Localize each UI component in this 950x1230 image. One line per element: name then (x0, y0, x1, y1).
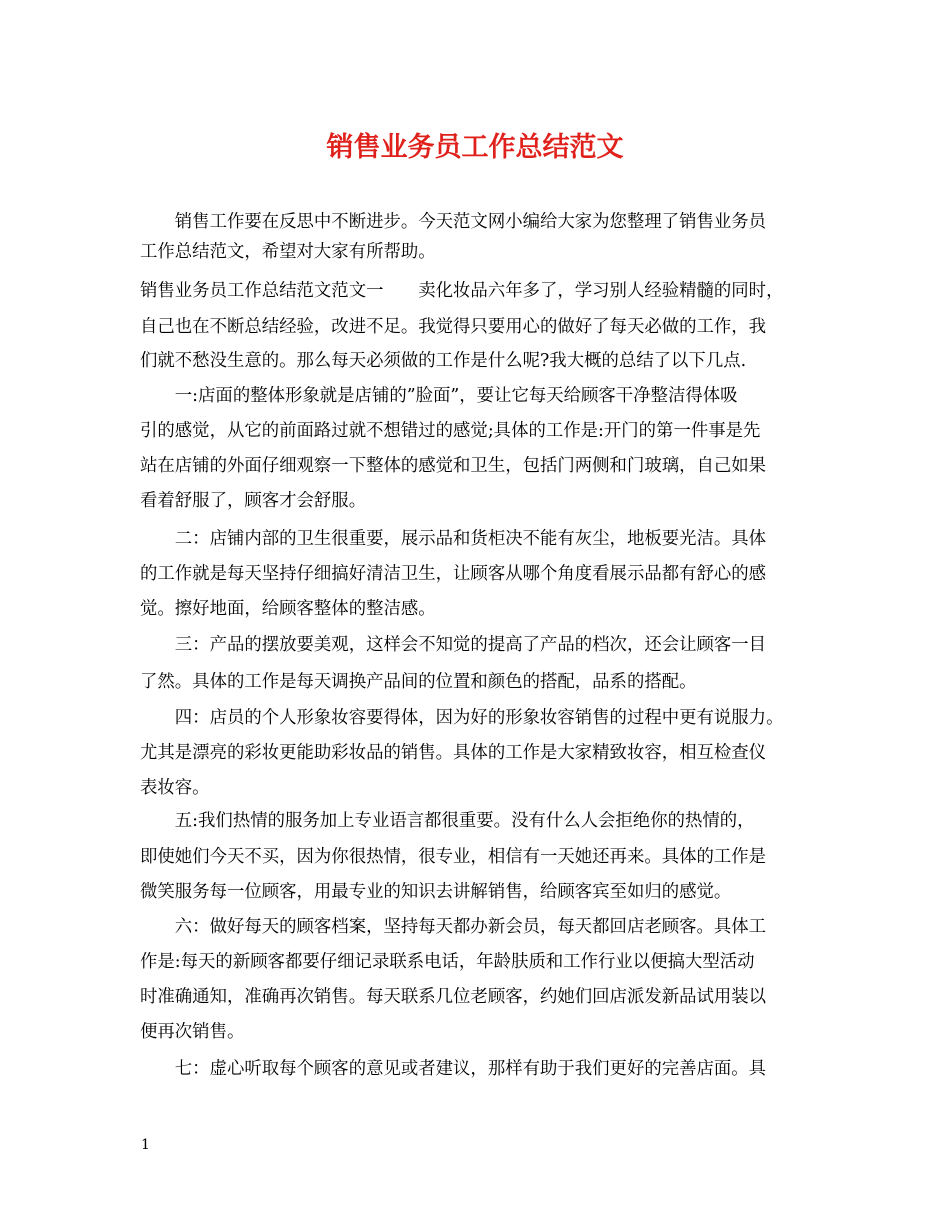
body-line: 尤其是漂亮的彩妆更能助彩妆品的销售。具体的工作是大家精致妆容，相互检查仪 (140, 743, 767, 763)
body-line: 作是:每天的新顾客都要仔细记录联系电话，年龄肤质和工作行业以便搞大型活动 (140, 952, 755, 972)
body-line: 自己也在不断总结经验，改进不足。我觉得只要用心的做好了每天必做的工作，我 (140, 317, 767, 337)
body-line: 时准确通知，准确再次销售。每天联系几位老顾客，约她们回店派发新品试用装以 (140, 987, 767, 1007)
body-line: 的工作就是每天坚持仔细搞好清洁卫生，让顾客从哪个角度看展示品都有舒心的感 (140, 564, 767, 584)
body-line: 六：做好每天的顾客档案，坚持每天都办新会员，每天都回店老顾客。具体工 (140, 917, 767, 937)
body-line: 站在店铺的外面仔细观察一下整体的感觉和卫生，包括门两侧和门玻璃，自己如果 (140, 456, 767, 476)
body-line: 一:店面的整体形象就是店铺的”脸面”，要让它每天给顾客干净整洁得体吸 (140, 386, 738, 406)
body-line: 便再次销售。 (140, 1022, 245, 1042)
body-line: 看着舒服了，顾客才会舒服。 (140, 491, 367, 511)
body-line: 工作总结范文，希望对大家有所帮助。 (140, 242, 436, 262)
body-line: 引的感觉，从它的前面路过就不想错过的感觉;具体的工作是:开门的第一件事是先 (140, 421, 761, 441)
document-title: 销售业务员工作总结范文 (326, 132, 624, 163)
body-line: 觉。擦好地面，给顾客整体的整洁感。 (140, 599, 436, 619)
body-line: 四：店员的个人形象妆容要得体，因为好的形象妆容销售的过程中更有说服力。 (140, 708, 784, 728)
body-line: 七：虚心听取每个顾客的意见或者建议，那样有助于我们更好的完善店面。具 (140, 1059, 767, 1079)
body-line: 表妆容。 (140, 778, 210, 798)
body-line: 二：店铺内部的卫生很重要，展示品和货柜决不能有灰尘，地板要光洁。具体 (140, 529, 767, 549)
body-line: 五:我们热情的服务加上专业语言都很重要。没有什么人会拒绝你的热情的， (140, 811, 755, 831)
page-number: 1 (141, 1137, 150, 1153)
body-line: 微笑服务每一位顾客，用最专业的知识去讲解销售，给顾客宾至如归的感觉。 (140, 882, 732, 902)
body-line: 了然。具体的工作是每天调换产品间的位置和颜色的搭配，品系的搭配。 (140, 672, 697, 692)
body-line: 三：产品的摆放要美观，这样会不知觉的提高了产品的档次，还会让顾客一目 (140, 635, 767, 655)
body-line: 销售业务员工作总结范文范文一 卖化妆品六年多了，学习别人经验精髓的同时， (140, 281, 784, 301)
body-line: 们就不愁没生意的。那么每天必须做的工作是什么呢?我大概的总结了以下几点. (140, 351, 747, 371)
body-line: 销售工作要在反思中不断进步。今天范文网小编给大家为您整理了销售业务员 (140, 212, 767, 232)
body-line: 即使她们今天不买，因为你很热情，很专业，相信有一天她还再来。具体的工作是 (140, 847, 767, 867)
